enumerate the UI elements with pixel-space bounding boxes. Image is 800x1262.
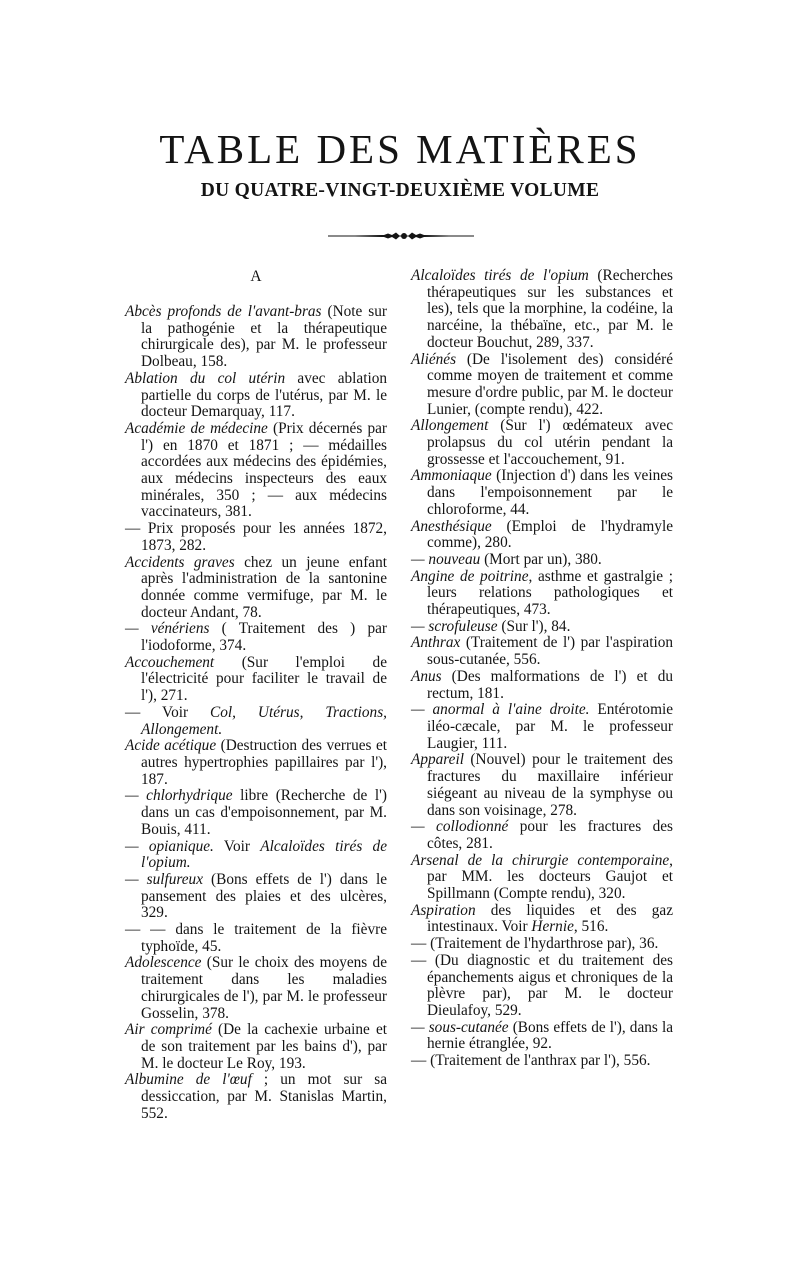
entry-text: (Emploi de l'hydramyle comme), 280. — [427, 517, 673, 552]
entry-text: , par MM. les docteurs Gaujot et Spillmann (Compte rendu), 320. — [427, 851, 673, 903]
entry-text: (Des malformations de l') et du rectum, 181. — [427, 667, 673, 702]
entry-text: chez un jeune enfant après l'administration de la santonine donnée comme vermifuge, par M. le docteur Andant, 78. — [141, 553, 387, 621]
entry-head: — sous-cutanée — [411, 1018, 509, 1036]
index-entry — [411, 903, 673, 936]
index-entry — [411, 569, 673, 619]
right-column — [411, 268, 673, 1070]
index-entry — [125, 371, 387, 421]
index-entry — [125, 839, 387, 872]
entry-head: — vénériens — [125, 620, 210, 638]
entry-head: Aspiration — [411, 901, 476, 919]
index-entry — [411, 635, 673, 668]
entry-text: — Prix proposés pour les années 1872, 1873, 282. — [125, 520, 387, 554]
entry-head: Anus — [411, 667, 442, 685]
index-entry — [411, 552, 673, 569]
index-entry — [411, 268, 673, 352]
index-entry — [411, 352, 673, 419]
index-entry — [125, 304, 387, 371]
entry-head: — chlorhydrique — [125, 787, 233, 805]
index-entry — [411, 519, 673, 552]
entry-text: (Mort par un), 380. — [480, 550, 602, 568]
entry-head: — scrofuleuse — [411, 617, 498, 635]
entry-text: (Prix décernés par l') en 1870 et 1871 ; — médailles accordées aux médecins des épidémies, aux médecins inspecteurs des eaux minérales, 350 ; — aux médecins vaccinateurs, 381. — [141, 419, 387, 521]
entry-text: avec ablation partielle du corps de l'utérus, par M. le docteur Demarquay, 117. — [141, 369, 387, 421]
entry-text: (Traitement de l') par l'aspiration sous-cutanée, 556. — [427, 634, 673, 669]
page-title: TABLE DES MATIÈRES — [159, 126, 641, 172]
index-entry — [411, 936, 673, 953]
left-column — [125, 268, 387, 1122]
entry-text: — (Traitement de l'hydarthrose par), 36. — [411, 935, 659, 953]
entry-head: Acide acétique — [125, 737, 217, 755]
entry-head: Alcaloïdes tirés de l'opium — [411, 267, 589, 284]
entry-text: (Injection d') dans les veines dans l'empoisonnement par le chloroforme, 44. — [427, 467, 673, 518]
entry-head: Angine de poitrine — [411, 567, 529, 585]
entry-head: Anesthésique — [411, 517, 492, 535]
entry-head: — opianique. — [125, 837, 214, 855]
index-entry — [125, 421, 387, 521]
entry-head: Aliénés — [411, 350, 457, 368]
entry-tail: Alcaloïdes tirés de l'opium. — [141, 837, 387, 872]
index-entry — [125, 705, 387, 738]
entry-text: (Bons effets de l'), dans la hernie étranglée, 92. — [427, 1018, 673, 1053]
entry-head: Ablation du col utérin — [125, 369, 286, 387]
index-entry — [125, 738, 387, 788]
entry-head: Accouchement — [125, 653, 215, 671]
entry-head: Anthrax — [411, 634, 461, 652]
entry-text: (Sur le choix des moyens de traitement dans les maladies chirurgicales de l'), par M. le professeur Gosselin, 378. — [141, 954, 387, 1022]
entry-head: Accidents graves — [125, 553, 235, 571]
index-entry — [125, 1022, 387, 1072]
index-entry — [125, 955, 387, 1022]
entry-head: — anormal à l'aine droite. — [411, 701, 590, 719]
entry-text: — (Traitement de l'anthrax par l'), 556. — [411, 1052, 651, 1070]
entry-text: des liquides et des gaz intestinaux. Voir — [427, 901, 673, 936]
index-entry — [125, 788, 387, 838]
index-entry — [411, 669, 673, 702]
entry-text: (Bons effets de l') dans le pansement des plaies et des ulcères, 329. — [141, 870, 387, 922]
index-entry — [411, 468, 673, 518]
entry-text: ; un mot sur sa dessiccation, par M. Stanislas Martin, 552. — [141, 1071, 387, 1122]
left-entry-list — [125, 304, 387, 1122]
index-entry — [125, 555, 387, 622]
index-entry — [411, 819, 673, 852]
decorative-rule-icon — [326, 229, 476, 243]
entry-text: (Sur l'emploi de l'électricité pour faciliter le travail de l'), 271. — [141, 653, 387, 705]
entry-head: — sulfureux — [125, 870, 203, 888]
index-entry — [411, 1053, 673, 1070]
entry-text: Voir — [213, 837, 261, 855]
entry-head: Allongement — [411, 417, 489, 435]
index-entry — [125, 521, 387, 554]
entry-text: , asthme et gastralgie ; leurs relations pathologiques et thérapeutiques, 473. — [427, 567, 673, 619]
index-entry — [411, 953, 673, 1020]
entry-text: (De l'isolement des) considéré comme moyen de traitement et comme mesure d'ordre public, par M. le docteur Lunier, (compte rendu), 422. — [427, 350, 673, 418]
entry-head: — nouveau — [411, 550, 481, 568]
index-entry — [411, 418, 673, 468]
entry-text: (Note sur la pathogénie et la thérapeutique chirurgicale des), par M. le professeur Dolbeau, 158. — [141, 303, 387, 371]
entry-head: Académie de médecine — [125, 419, 268, 437]
entry-head: Abcès profonds de l'avant-bras — [125, 303, 322, 320]
page-subtitle: DU QUATRE-VINGT-DEUXIÈME VOLUME — [200, 180, 600, 201]
section-letter: A — [250, 268, 262, 285]
index-entry — [411, 752, 673, 819]
index-entry — [411, 853, 673, 903]
entry-head: Albumine de l'œuf — [125, 1071, 252, 1089]
entry-head: Arsenal de la chirurgie contemporaine — [411, 851, 670, 869]
entry-text: (Sur l'), 84. — [497, 617, 571, 635]
entry-head: — collodionné — [411, 818, 509, 836]
entry-after: , 516. — [573, 918, 609, 936]
entry-text: (Sur l') œdémateux avec prolapsus du col utérin pendant la grossesse et l'accouchement, 91. — [427, 417, 673, 468]
entry-text: (Destruction des verrues et autres hypertrophies papillaires par l'), 187. — [141, 737, 387, 788]
entry-text: Entérotomie iléo-cæcale, par M. le professeur Laugier, 111. — [427, 701, 674, 752]
entry-head: Air comprimé — [125, 1021, 212, 1039]
index-entry — [125, 621, 387, 654]
right-entry-list — [411, 268, 673, 1070]
entry-text: — (Du diagnostic et du traitement des épanchements aigus et chroniques de la plèvre par), par M. le docteur Dieulafoy, 529. — [411, 951, 673, 1019]
entry-text: (Nouvel) pour le traitement des fractures du maxillaire inférieur siégeant au niveau de la symphyse ou dans son voisinage, 278. — [427, 751, 673, 819]
entry-text: — Voir — [125, 703, 211, 721]
index-entry — [411, 702, 673, 752]
entry-text: libre (Recherche de l') dans un cas d'empoisonnement, par M. Bouis, 411. — [141, 787, 387, 838]
index-entry — [411, 1020, 673, 1053]
index-entry — [125, 922, 387, 955]
index-entry — [125, 1072, 387, 1122]
entry-head: Ammoniaque — [411, 467, 492, 485]
index-entry — [125, 655, 387, 705]
entry-text: — — dans le traitement de la fièvre typhoïde, 45. — [125, 921, 387, 955]
entry-text: pour les fractures des côtes, 281. — [427, 818, 673, 852]
entry-text: (Recherches thérapeutiques sur les substances et les), tels que la morphine, la codéine, la narcéine, la thébaïne, etc., par M. le docteur Bouchut, 289, 337. — [427, 267, 673, 351]
entry-tail: Hernie — [531, 918, 574, 936]
entry-text: (De la cachexie urbaine et de son traitement par les bains d'), par M. le docteur Le Roy, 193. — [141, 1021, 387, 1072]
index-entry — [125, 872, 387, 922]
entry-head: Appareil — [411, 751, 464, 769]
index-entry — [411, 619, 673, 636]
entry-text: ( Traitement des ) par l'iodoforme, 374. — [141, 620, 387, 655]
entry-tail: Col, Utérus, Tractions, Allongement. — [141, 703, 387, 738]
entry-head: Adolescence — [125, 954, 202, 972]
